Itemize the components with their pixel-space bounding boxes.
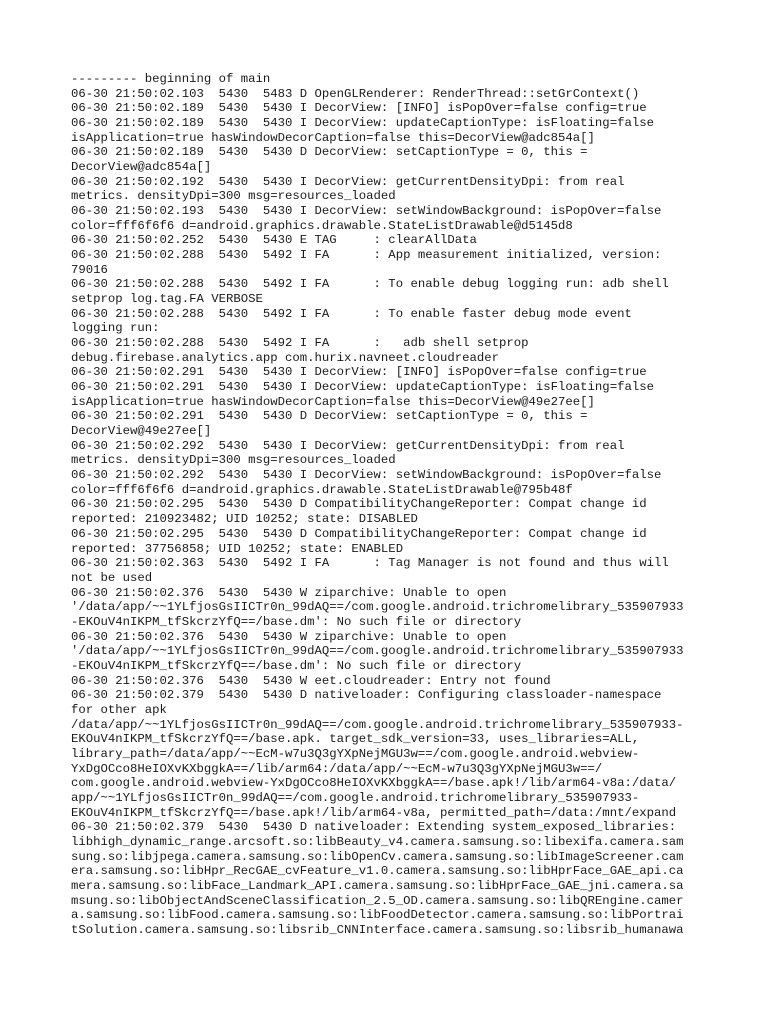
log-line: 06-30 21:50:02.252 5430 5430 E TAG : clearAllData — [71, 233, 477, 248]
log-line: setprop log.tag.FA VERBOSE — [71, 292, 263, 307]
log-line: 06-30 21:50:02.363 5430 5492 I FA : Tag Manager is not found and thus will — [71, 556, 669, 571]
log-line: library_path=/data/app/~~EcM-w7u3Q3gYXpNejMGU3w==/com.google.android.webview- — [71, 746, 640, 761]
log-line: YxDgOCco8HeIOXvKXbggkA==/lib/arm64:/data/app/~~EcM-w7u3Q3gYXpNejMGU3w==/ — [71, 761, 603, 776]
log-line: color=fff6f6f6 d=android.graphics.drawable.StateListDrawable@d5145d8 — [71, 218, 573, 233]
log-line: isApplication=true hasWindowDecorCaption=false this=DecorView@adc854a[] — [71, 130, 595, 145]
log-line: '/data/app/~~1YLfjosGsIICTr0n_99dAQ==/com.google.android.trichromelibrary_535907933 — [71, 600, 684, 615]
log-line: 06-30 21:50:02.291 5430 5430 D DecorView: setCaptionType = 0, this = — [71, 409, 588, 424]
log-line: era.samsung.so:libHpr_RecGAE_cvFeature_v1.0.camera.samsung.so:libHprFace_GAE_api.ca — [71, 864, 684, 879]
log-line: 06-30 21:50:02.288 5430 5492 I FA : To enable debug logging run: adb shell — [71, 277, 669, 292]
log-line: color=fff6f6f6 d=android.graphics.drawable.StateListDrawable@795b48f — [71, 482, 573, 497]
log-line: 06-30 21:50:02.291 5430 5430 I DecorView: updateCaptionType: isFloating=false — [71, 380, 654, 395]
log-line: logging run: — [71, 321, 160, 336]
log-line: 06-30 21:50:02.295 5430 5430 D CompatibilityChangeReporter: Compat change id — [71, 497, 647, 512]
log-line: libhigh_dynamic_range.arcsoft.so:libBeauty_v4.camera.samsung.so:libexifa.camera.sam — [71, 834, 684, 849]
log-line: 06-30 21:50:02.189 5430 5430 D DecorView: setCaptionType = 0, this = — [71, 145, 588, 160]
log-line: metrics. densityDpi=300 msg=resources_loaded — [71, 453, 396, 468]
log-line: EKOuV4nIKPM_tfSkcrzYfQ==/base.apk. target_sdk_version=33, uses_libraries=ALL, — [71, 732, 640, 747]
log-line: 06-30 21:50:02.288 5430 5492 I FA : adb shell setprop — [71, 336, 529, 351]
log-line: mera.samsung.so:libFace_Landmark_API.camera.samsung.so:libHprFace_GAE_jni.camera.sa — [71, 878, 684, 893]
log-line: sung.so:libjpega.camera.samsung.so:libOpenCv.camera.samsung.so:libImageScreener.cam — [71, 849, 684, 864]
log-line: com.google.android.webview-YxDgOCco8HeIOXvKXbggkA==/base.apk!/lib/arm64-v8a:/data/ — [71, 776, 677, 791]
log-line: 06-30 21:50:02.376 5430 5430 W ziparchive: Unable to open — [71, 585, 507, 600]
log-line: isApplication=true hasWindowDecorCaption=false this=DecorView@49e27ee[] — [71, 394, 595, 409]
log-line: 06-30 21:50:02.291 5430 5430 I DecorView: [INFO] isPopOver=false config=true — [71, 365, 647, 380]
log-line: 06-30 21:50:02.379 5430 5430 D nativeloader: Configuring classloader-namespace — [71, 688, 662, 703]
log-line: 06-30 21:50:02.288 5430 5492 I FA : App measurement initialized, version: — [71, 248, 662, 263]
log-line: -EKOuV4nIKPM_tfSkcrzYfQ==/base.dm': No such file or directory — [71, 658, 522, 673]
log-line: 06-30 21:50:02.292 5430 5430 I DecorView: getCurrentDensityDpi: from real — [71, 438, 625, 453]
log-line: 06-30 21:50:02.376 5430 5430 W ziparchive: Unable to open — [71, 629, 507, 644]
log-line: 06-30 21:50:02.193 5430 5430 I DecorView: setWindowBackground: isPopOver=false — [71, 204, 662, 219]
log-line: 79016 — [71, 262, 108, 277]
log-line: 06-30 21:50:02.292 5430 5430 I DecorView: setWindowBackground: isPopOver=false — [71, 468, 662, 483]
log-line: app/~~1YLfjosGsIICTr0n_99dAQ==/com.google.android.trichromelibrary_535907933- — [71, 790, 640, 805]
log-line: 06-30 21:50:02.379 5430 5430 D nativeloader: Extending system_exposed_libraries: — [71, 820, 677, 835]
log-line: reported: 37756858; UID 10252; state: ENABLED — [71, 541, 404, 556]
log-line: /data/app/~~1YLfjosGsIICTr0n_99dAQ==/com.google.android.trichromelibrary_535907933- — [71, 717, 684, 732]
log-line: 06-30 21:50:02.192 5430 5430 I DecorView: getCurrentDensityDpi: from real — [71, 174, 625, 189]
log-line: tSolution.camera.samsung.so:libsrib_CNNInterface.camera.samsung.so:libsrib_humanawa — [71, 922, 684, 937]
log-line: 06-30 21:50:02.288 5430 5492 I FA : To enable faster debug mode event — [71, 306, 632, 321]
log-line: debug.firebase.analytics.app com.hurix.navneet.cloudreader — [71, 350, 500, 365]
log-line: a.samsung.so:libFood.camera.samsung.so:libFoodDetector.camera.samsung.so:libPortrai — [71, 908, 684, 923]
log-line: DecorView@adc854a[] — [71, 160, 212, 175]
log-line: not be used — [71, 570, 153, 585]
log-line: 06-30 21:50:02.189 5430 5430 I DecorView: updateCaptionType: isFloating=false — [71, 116, 654, 131]
log-line: EKOuV4nIKPM_tfSkcrzYfQ==/base.apk!/lib/arm64-v8a, permitted_path=/data:/mnt/expand — [71, 805, 677, 820]
log-line: 06-30 21:50:02.103 5430 5483 D OpenGLRenderer: RenderThread::setGrContext() — [71, 86, 640, 101]
log-line: --------- beginning of main — [71, 72, 271, 86]
log-line: reported: 210923482; UID 10252; state: DISABLED — [71, 512, 418, 527]
log-line: 06-30 21:50:02.295 5430 5430 D CompatibilityChangeReporter: Compat change id — [71, 526, 647, 541]
log-line: DecorView@49e27ee[] — [71, 424, 212, 439]
log-line: 06-30 21:50:02.376 5430 5430 W eet.cloudreader: Entry not found — [71, 673, 551, 688]
log-line: for other apk — [71, 702, 167, 717]
log-line: -EKOuV4nIKPM_tfSkcrzYfQ==/base.dm': No such file or directory — [71, 614, 522, 629]
log-line: 06-30 21:50:02.189 5430 5430 I DecorView: [INFO] isPopOver=false config=true — [71, 101, 647, 116]
log-line: msung.so:libObjectAndSceneClassification_2.5_OD.camera.samsung.so:libQREngine.camer — [71, 893, 684, 908]
log-line: '/data/app/~~1YLfjosGsIICTr0n_99dAQ==/com.google.android.trichromelibrary_535907933 — [71, 644, 684, 659]
log-line: metrics. densityDpi=300 msg=resources_loaded — [71, 189, 396, 204]
log-text-block — [71, 72, 701, 938]
